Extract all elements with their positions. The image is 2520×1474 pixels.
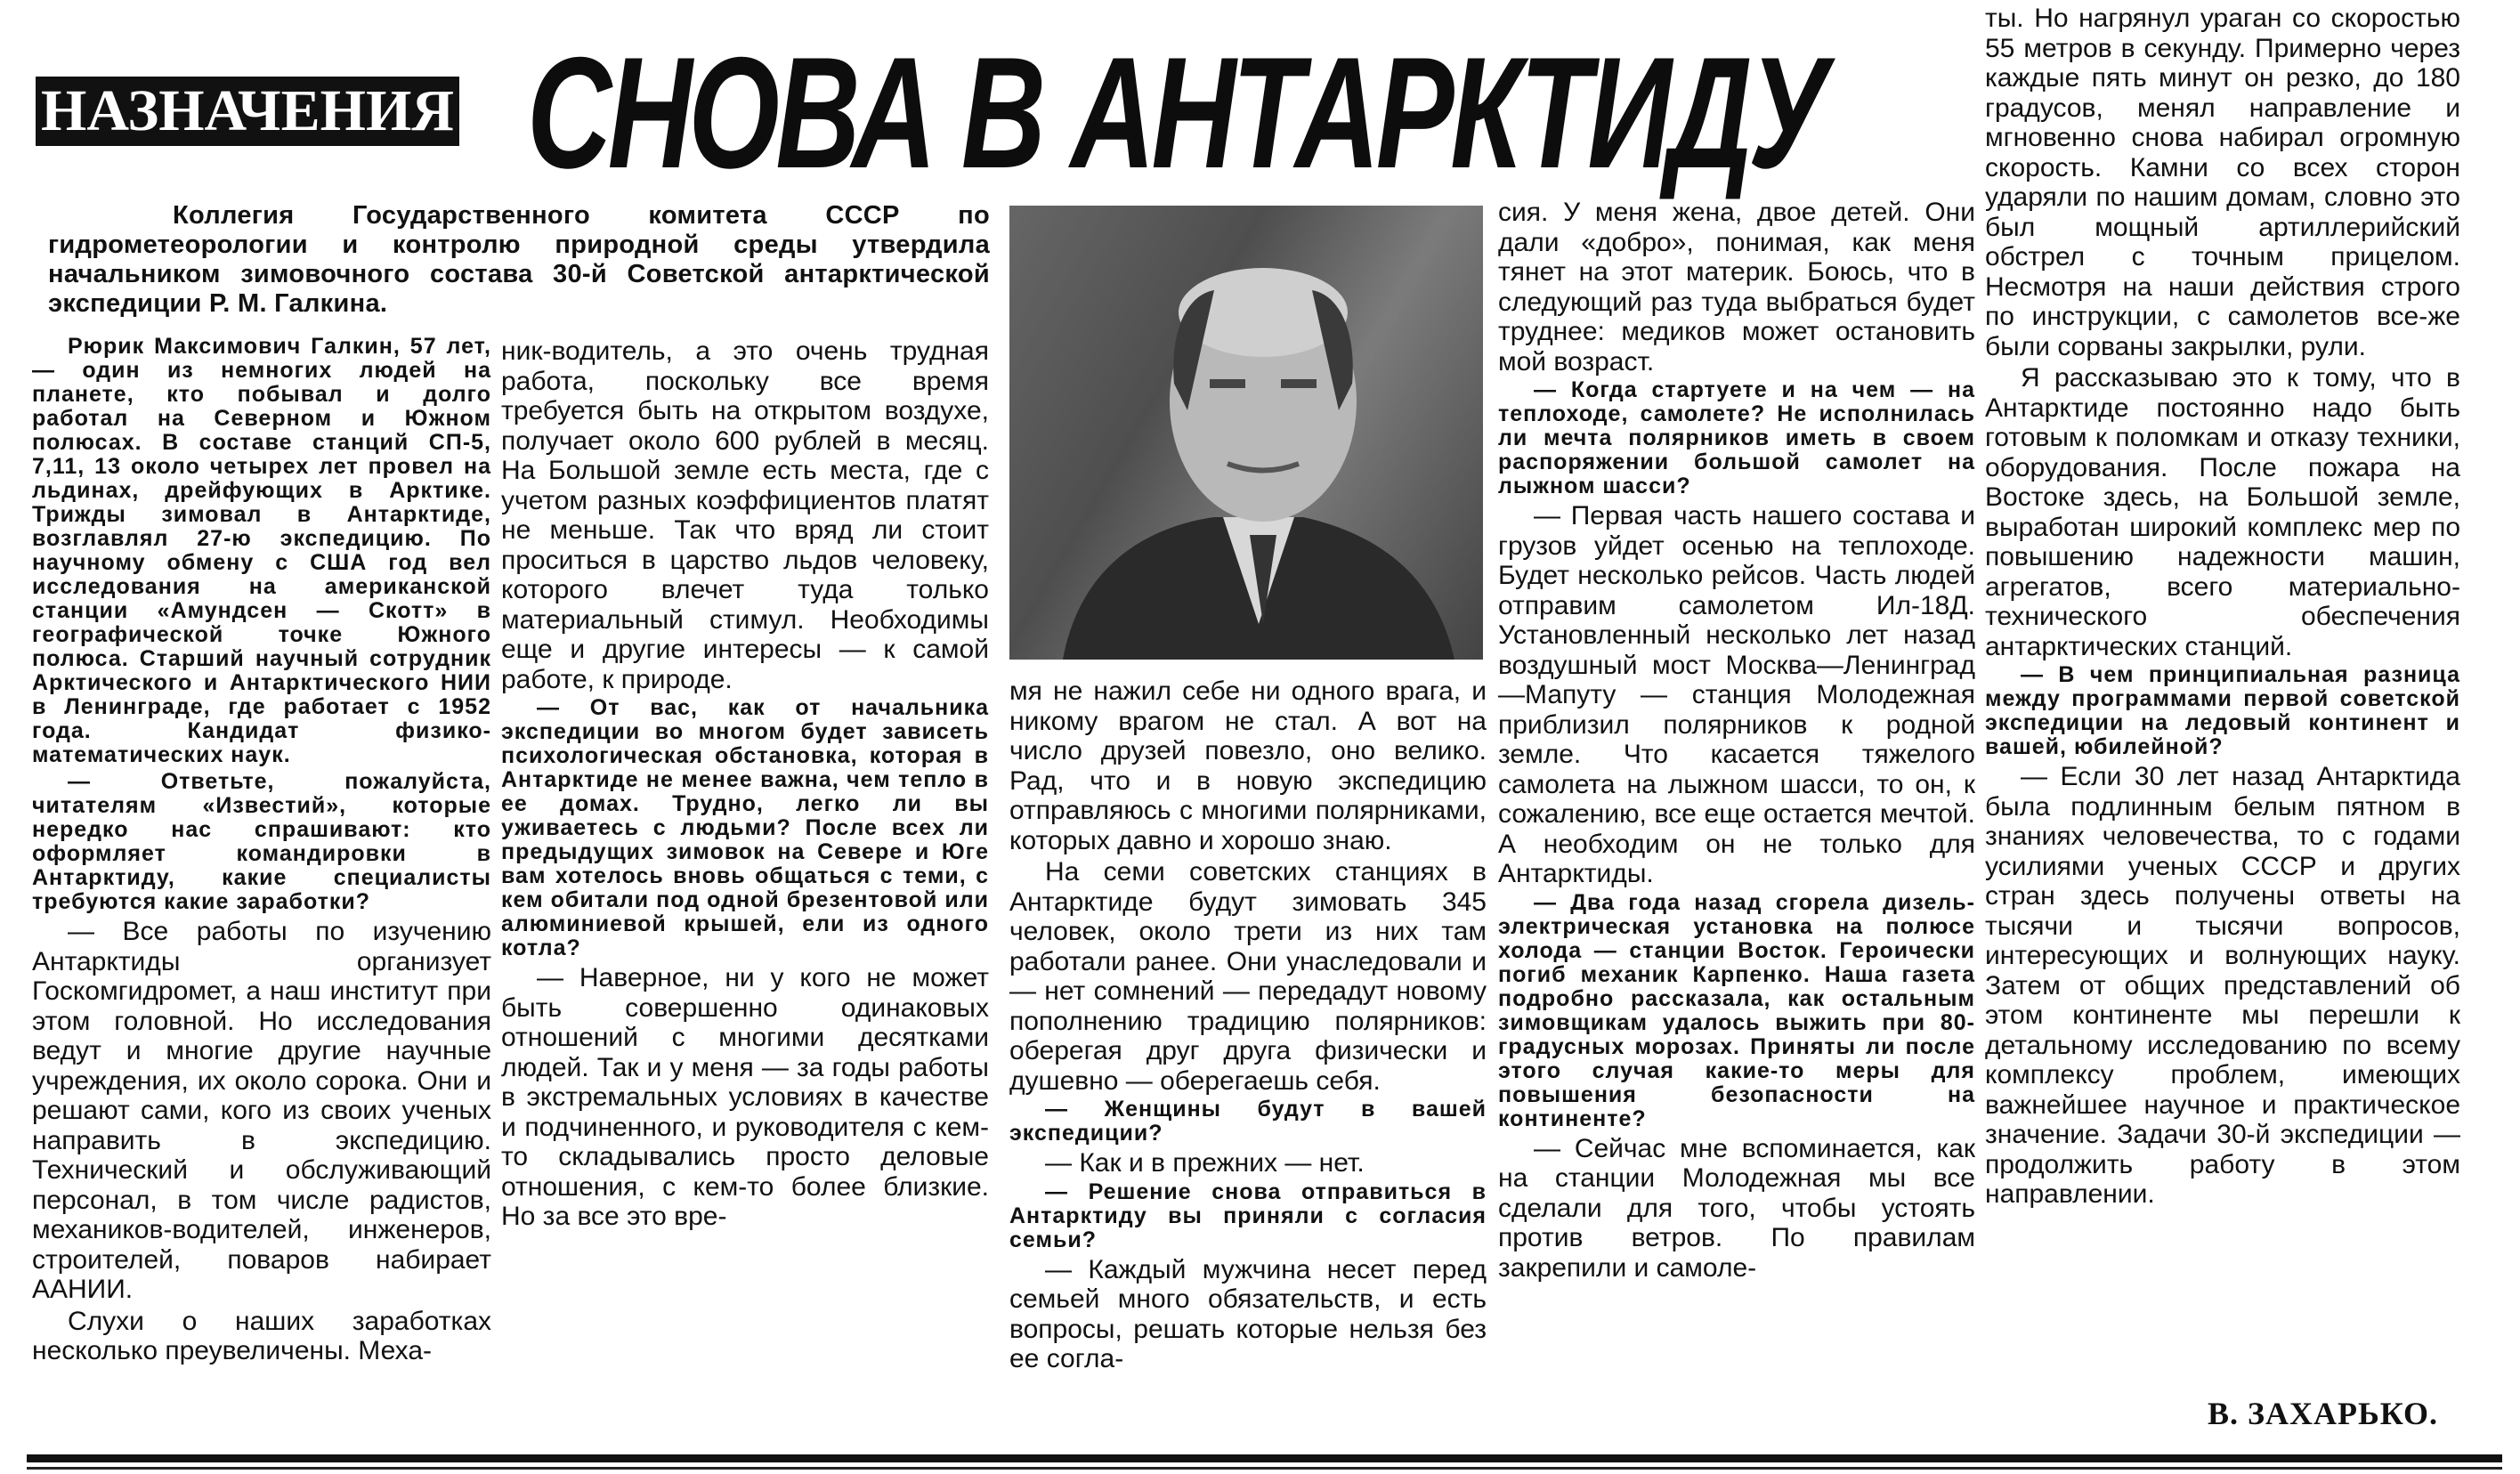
question-paragraph: — Ответьте, пожалуйста, читателям «Известий», которые нередко нас спрашивают: кто оформляет командировки в Антарктиду, какие специалисты требуются какие заработки? xyxy=(32,769,491,914)
column-1 xyxy=(32,335,491,1368)
text-paragraph: Слухи о наших заработках несколько преувеличены. Меха- xyxy=(32,1306,491,1365)
text-paragraph: На семи советских станциях в Антарктиде будут зимовать 345 человек, около трети из них там работали ранее. Они унаследовали и — нет сомнений — передадут новому пополнению традицию полярников: оберегая друг друга физически и душевно — оберегаешь себя. xyxy=(1009,857,1487,1096)
answer-paragraph: — Как и в прежних — нет. xyxy=(1045,1148,1365,1178)
question-paragraph: — Когда стартуете и на чем — на теплоходе, самолете? Не исполнилась ли мечта полярников иметь в своем распоряжении большой самолет на лыжном шасси? xyxy=(1498,377,1975,498)
text-paragraph: сия. У меня жена, двое детей. Они дали «добро», понимая, как меня тянет на этот материк. Боюсь, что в следующий раз туда выбраться будет труднее: медиков может остановить мой возраст. xyxy=(1498,198,1975,377)
answer-paragraph: — Если 30 лет назад Антарктида была подлинным белым пятном в знаниях человечества, то с годами усилиями ученых СССР и других стран здесь получены ответы на тысячи и тысячи вопросов, интересующих и волнующих науку. Затем от общих представлений об этом континенте мы перешли к детальному исследованию по всему комплексу проблем, имеющих важнейшее научное и практическое значение. Задачи 30-й экспедиции — продолжить работу в этом направлении. xyxy=(1985,762,2460,1209)
bio-paragraph: Рюрик Максимович Галкин, 57 лет,— один из немногих людей на планете, кто побывал и долго работал на Северном и Южном полюсах. В составе станций СП-5, 7,11, 13 около четырех лет провел на льдинах, дрейфующих в Арктике. Трижды зимовал в Антарктиде, возглавлял 27-ю экспедицию. По научному обмену с США год вел исследования на американской станции «Амундсен — Скотт» в географической точке Южного полюса. Старший научный сотрудник Арктического и Антарктического НИИ в Ленинграде, где работает с 1952 года. Кандидат физико-математических наук. xyxy=(32,334,491,767)
column-4 xyxy=(1498,198,1975,1284)
bottom-thin-rule xyxy=(27,1467,2502,1470)
bottom-thick-rule xyxy=(27,1454,2502,1462)
text-paragraph: Я рассказываю это к тому, что в Антарктиде постоянно надо быть готовым к поломкам и отказу техники, оборудования. После пожара на Востоке здесь, на Большой земле, выработан широкий комплекс мер по повышению надежности машин, агрегатов, всего материально-технического обеспечения антарктических станций. xyxy=(1985,363,2460,661)
rubric-label xyxy=(36,77,459,146)
text-paragraph: ник-водитель, а это очень трудная работа, поскольку все время требуется быть на открытом воздухе, получает около 600 рублей в месяц. На Большой земле есть места, где с учетом разных коэффициентов платят не меньше. Так что вряд ли стоит проситься в царство льдов человеку, которого влечет туда только материальный стимул. Необходимы еще и другие интересы — к самой работе, к природе. xyxy=(501,336,989,694)
text-paragraph: ты. Но нагрянул ураган со скоростью 55 метров в секунду. Примерно через каждые пять минут он резко, до 180 градусов, менял направление и мгновенно снова набирал огромную скорость. Камни со всех сторон ударяли по нашим домам, словно это был мощный артиллерийский обстрел с точным прицелом. Несмотря на наши действия строго по инструкции, с самолетов все-же были сорваны закрылки, рули. xyxy=(1985,4,2460,361)
question-paragraph: — Женщины будут в вашей экспедиции? xyxy=(1009,1097,1487,1146)
author-signature: В. ЗАХАРЬКО. xyxy=(2207,1396,2438,1431)
answer-paragraph: — Все работы по изучению Антарктиды организует Госкомгидромет, а наш институт при этом головной. Но исследования ведут и многие другие научные учреждения, их около сорока. Они и решают сами, кого из своих ученых направить в экспедицию. Технический и обслуживающий персонал, в том числе радистов, механиков-водителей, инженеров, строителей, поваров набирает ААНИИ. xyxy=(32,917,491,1304)
column-5 xyxy=(1985,4,2460,1211)
rubric-text: НАЗНАЧЕНИЯ xyxy=(41,78,454,143)
question-paragraph: — От вас, как от начальника экспедиции во многом будет зависеть психологическая обстановка, которая в Антарктиде не менее важна, чем тепло в ее домах. Трудно, легко ли вы уживаетесь с людьми? После всех ли предыдущих зимовок на Севере и Юге вам хотелось вновь общаться с теми, с кем обитали под одной брезентовой или алюминиевой крышей, ели из одного котла? xyxy=(501,695,989,960)
answer-paragraph: — Наверное, ни у кого не может быть совершенно одинаковых отношений с многими десятками людей. Так и у меня — за годы работы в экстремальных условиях в качестве и подчиненного, и руководителя с кем-то складывались просто деловые отношения, с кем-то более близкие. Но за все это вре- xyxy=(501,963,989,1231)
article-headline: СНОВА В АНТАРКТИДУ xyxy=(527,24,1825,201)
portrait-photo xyxy=(1009,206,1483,660)
question-paragraph: — В чем принципиальная разница между программами первой советской экспедиции на ледовый континент и вашей, юбилейной? xyxy=(1985,662,2460,759)
answer-paragraph: — Сейчас мне вспоминается, как на станции Молодежная мы все сделали для того, чтобы устоять против ветров. По правилам закрепили и самоле- xyxy=(1498,1133,1975,1283)
column-2 xyxy=(501,336,989,1234)
answer-paragraph: — Первая часть нашего состава и грузов уйдет осенью на теплоходе. Будет несколько рейсов. Часть людей отправим самолетом Ил-18Д. Установленный несколько лет назад воздушный мост Москва—Ленинград—Мапуту — станция Молодежная приблизил полярников к родной земле. Что касается тяжелого самолета на лыжном шасси, то он, к сожалению, все еще остается мечтой. А необходим он не только для Антарктиды. xyxy=(1498,501,1975,888)
question-paragraph: — Два года назад сгорела дизель-электрическая установка на полюсе холода — станции Восток. Героически погиб механик Карпенко. Наша газета подробно рассказала, как остальным зимовщикам удалось выжить при 80-градусных морозах. Приняты ли после этого случая какие-то меры для повышения безопасности на континенте? xyxy=(1498,889,1975,1131)
article-lead: Коллегия Государственного комитета СССР по гидрометеорологии и контролю природной среды утвердила начальником зимовочного состава 30-й Советской антарктической экспедиции Р. М. Галкина. xyxy=(48,201,990,318)
portrait-photo-icon xyxy=(1009,206,1483,660)
text-paragraph: мя не нажил себе ни одного врага, и никому врагом не стал. А вот на число друзей повезло, оно велико. Рад, что и в новую экспедицию отправляюсь с многими полярниками, которых давно и хорошо знаю. xyxy=(1009,676,1487,855)
question-paragraph: — Решение снова отправиться в Антарктиду вы приняли с согласия семьи? xyxy=(1009,1178,1487,1252)
answer-paragraph: — Каждый мужчина несет перед семьей много обязательств, и есть вопросы, решать которые нельзя без ее согла- xyxy=(1009,1254,1487,1373)
column-3 xyxy=(1009,676,1487,1376)
